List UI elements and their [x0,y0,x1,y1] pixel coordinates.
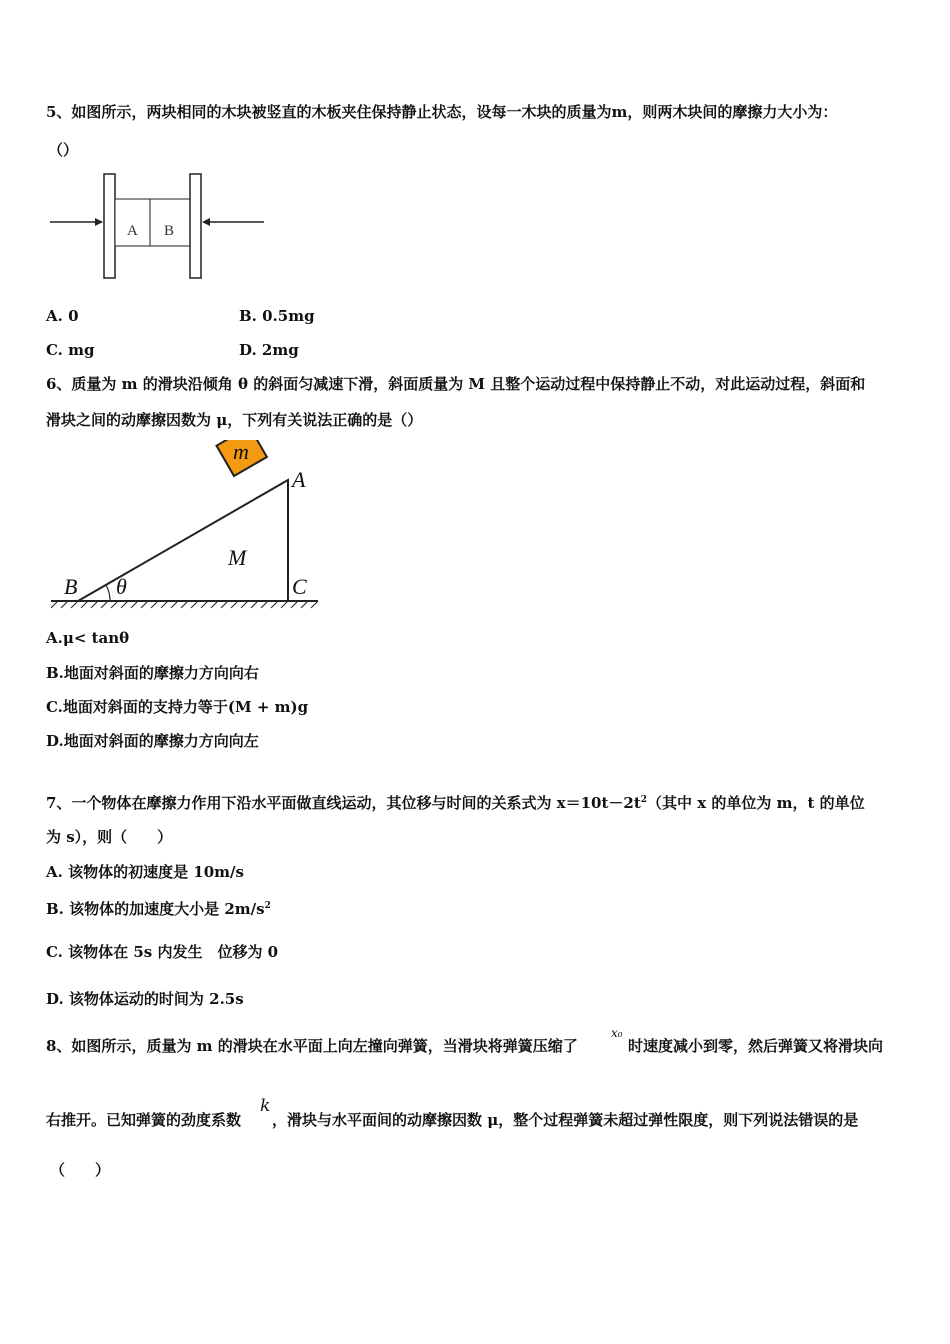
q5-stem: 5、如图所示，两块相同的木块被竖直的木板夹住保持静止状态，设每一木块的质量为m，则两木块间的摩擦力大小为： [46,103,838,121]
label-m: m [233,440,249,464]
q5-figure [46,168,276,284]
ground-hatching [51,601,318,608]
q8-x0-symbol: x₀ [611,1026,623,1040]
left-arrow-head [95,218,103,226]
q7-stem-line1 [46,790,865,813]
q7-stem-tail: （其中 x 的单位为 m，t 的单位 [647,794,865,812]
incline-outline [78,480,288,601]
q7-option-b-sup: 2 [264,901,271,911]
q8-paren: （ ） [50,1161,111,1179]
q7-stem-superscript: 2 [640,795,648,805]
block-a-label: A [127,223,138,239]
q5-option-d: D. 2mg [239,341,299,359]
q6-option-c: C.地面对斜面的支持力等于(M + m)g [46,698,309,716]
q6-option-a: A.μ< tanθ [46,629,130,647]
q5-option-b: B. 0.5mg [239,307,315,325]
q7-option-c: C. 该物体在 5s 内发生 位移为 0 [46,943,279,961]
q6-stem-line1: 6、质量为 m 的滑块沿倾角 θ 的斜面匀减速下滑，斜面质量为 M 且整个运动过程中保持静止不动，对此运动过程，斜面和 [46,375,866,393]
q7-option-d: D. 该物体运动的时间为 2.5s [46,990,244,1008]
q6-option-b: B.地面对斜面的摩擦力方向向右 [46,664,259,682]
left-board [104,174,115,278]
q5-paren: （） [48,141,79,159]
q7-stem-text: 7、一个物体在摩擦力作用下沿水平面做直线运动，其位移与时间的关系式为 x＝10t－2t [46,794,641,812]
label-theta: θ [116,574,127,599]
q6-option-d: D.地面对斜面的摩擦力方向向左 [46,732,259,750]
q6-figure [46,440,326,615]
right-board [190,174,201,278]
q7-stem-line2: 为 s），则（ ） [46,828,173,846]
q8-stem-line1-a: 8、如图所示，质量为 m 的滑块在水平面上向左撞向弹簧，当滑块将弹簧压缩了 [46,1037,578,1055]
angle-arc [106,585,110,601]
label-B: B [64,574,78,599]
q8-stem-line1-b: 时速度减小到零，然后弹簧又将滑块向 [628,1037,884,1055]
q8-k-symbol: k [260,1096,271,1116]
q5-option-c: C. mg [46,341,95,359]
right-arrow-head [202,218,210,226]
label-A: A [292,467,306,492]
block-b-label: B [164,223,175,239]
q7-option-b-text: B. 该物体的加速度大小是 2m/s [46,900,265,918]
q8-stem-line2-b: ，滑块与水平面间的动摩擦因数 μ，整个过程弹簧未超过弹性限度，则下列说法错误的是 [272,1111,859,1129]
q8-stem-line2-a: 右推开。已知弹簧的劲度系数 [46,1111,242,1129]
label-M: M [228,545,247,570]
label-C: C [292,574,307,599]
q5-option-a: A. 0 [46,307,79,325]
q7-option-b [46,896,271,919]
q7-option-a: A. 该物体的初速度是 10m/s [46,863,244,881]
q6-stem-line2: 滑块之间的动摩擦因数为 μ，下列有关说法正确的是（） [46,411,423,429]
